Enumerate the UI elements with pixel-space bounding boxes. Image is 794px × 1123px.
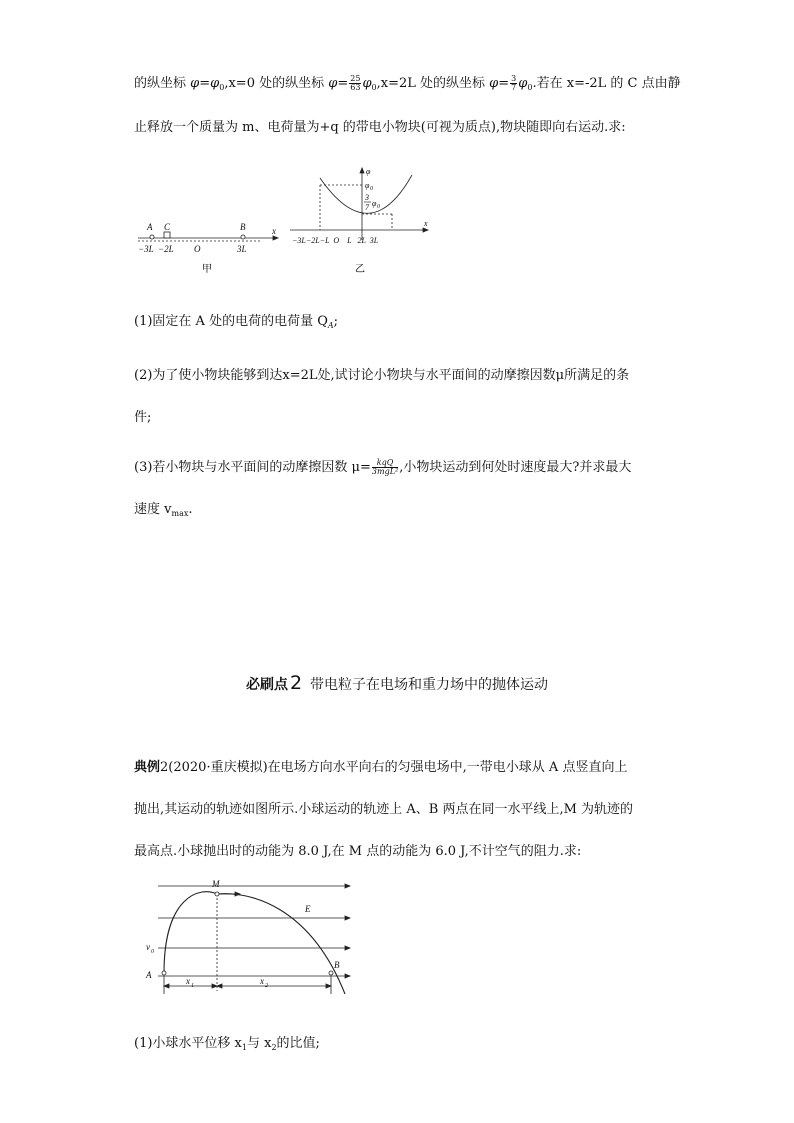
question-1: (1)固定在 A 处的电荷的电荷量 $Q_A$; — [134, 314, 339, 330]
figure-yi — [290, 168, 428, 240]
label-B: B — [240, 222, 246, 232]
label-C: C — [164, 222, 171, 232]
section-heading: 必刷点 2 带电粒子在电场和重力场中的抛体运动 — [245, 672, 549, 694]
svg-text:1: 1 — [191, 983, 194, 989]
question-3-line-2: 速度 $v_{max}$. — [134, 502, 193, 518]
fraction-25-63: $\frac{25}{63}$ — [350, 74, 361, 92]
final-question: (1)小球水平位移 $x_1$与 $x_2$的比值; — [134, 1036, 320, 1052]
label-m3L: −3L — [138, 244, 154, 254]
label-O-jia: O — [194, 244, 201, 254]
question-3-line-1: (3)若小物块与水平面间的动摩擦因数 μ= $\frac{\text{kqQ}}{\text{3mgL²}}$ ,小物块运动到何处时速度最大?并求最大 — [134, 458, 632, 476]
svg-text:0: 0 — [377, 204, 380, 210]
label-phi-axis: φ — [366, 167, 371, 176]
question-2-line-1: (2)为了使小物块能够到达x=2L处,试讨论小物块与水平面间的动摩擦因数μ所满足的条 — [134, 368, 630, 383]
label-phi0: φ — [365, 181, 370, 190]
label-v0: v — [146, 942, 150, 952]
label-m2L: −2L — [158, 244, 174, 254]
text-line-2: 止释放一个质量为 m、电荷量为+q 的带电小物块(可视为质点),物块随即向右运动.求: — [134, 120, 626, 135]
fraction-kqQ: $\frac{\text{kqQ}}{\text{3mgL²}}$ — [371, 458, 399, 476]
frac-3-7-num: 3 — [365, 193, 369, 202]
caption-yi: 乙 — [355, 264, 365, 275]
label-A: A — [147, 222, 153, 232]
ticks-yi: −3L−2L−L O L 2L 3L — [292, 236, 379, 245]
label-E: E — [305, 904, 311, 914]
text-line-1: 的纵坐标 $\varphi=\varphi_0,x=0$ 处的纵坐标 φ= $\frac{25}{63}$ $\varphi_0,x=2L$ 处的纵坐标 φ= $\frac{3}{7}$ $\varphi_0$.若在 x=-2L 的 C 点由静 — [134, 74, 681, 92]
svg-text:0: 0 — [151, 949, 154, 955]
example-line-3: 最高点.小球抛出时的动能为 8.0 J,在 M 点的动能为 6.0 J,不计空气的阻力.求: — [134, 844, 582, 859]
label-x2: x — [260, 976, 264, 986]
svg-text:φ: φ — [372, 199, 377, 208]
figure-jia — [138, 232, 278, 241]
question-2-line-2: 件; — [134, 410, 152, 425]
label-M: M — [212, 879, 220, 889]
fraction-3-7: $\frac{3}{7}$ — [511, 74, 517, 92]
example-line-1: 典例2(2020·重庆模拟)在电场方向水平向右的匀强电场中,一带电小球从 A 点竖直向上 — [134, 760, 628, 775]
frac-3-7-den: 7 — [365, 203, 369, 212]
caption-jia: 甲 — [202, 264, 212, 275]
figure-jia-yi — [130, 160, 450, 280]
label-B-traj: B — [334, 960, 340, 970]
label-x-jia: x — [272, 226, 276, 236]
label-3L: 3L — [237, 244, 247, 254]
figure-trajectory — [140, 876, 360, 996]
label-x-yi: x — [424, 219, 428, 228]
label-x1: x — [186, 976, 190, 986]
svg-text:2: 2 — [265, 983, 268, 989]
label-A-traj: A — [146, 970, 152, 980]
svg-text:0: 0 — [370, 186, 373, 192]
example-line-2: 抛出,其运动的轨迹如图所示.小球运动的轨迹上 A、B 两点在同一水平线上,M 为轨迹的 — [134, 802, 634, 817]
